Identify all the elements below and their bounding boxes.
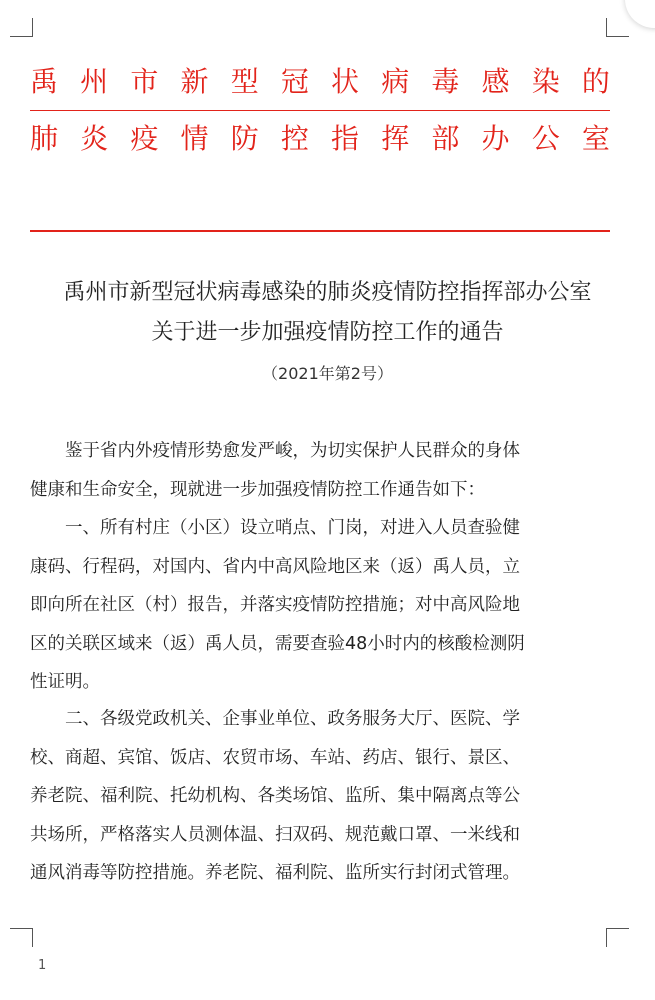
body-line: 性证明。 xyxy=(30,672,100,692)
org-char: 市 xyxy=(130,65,159,98)
crop-mark-top-right xyxy=(606,18,629,37)
body-line: 养老院、福利院、托幼机构、各类场馆、监所、集中隔离点等公 xyxy=(30,786,520,806)
org-char: 疫 xyxy=(130,122,159,155)
org-char: 病 xyxy=(381,65,410,98)
page-number: 1 xyxy=(38,958,47,973)
document-title-line-2: 关于进一步加强疫情防控工作的通告 xyxy=(151,320,504,345)
org-char: 室 xyxy=(581,122,610,155)
body-line: 即向所在社区（村）报告，并落实疫情防控措施；对中高风险地 xyxy=(30,595,520,615)
org-char: 感 xyxy=(481,65,510,98)
org-char: 禹 xyxy=(30,65,59,98)
org-char: 冠 xyxy=(280,65,309,98)
org-char: 公 xyxy=(531,122,560,155)
document-title-line-1: 禹州市新型冠状病毒感染的肺炎疫情防控指挥部办公室 xyxy=(63,280,592,305)
org-char: 染 xyxy=(531,65,560,98)
org-char: 新 xyxy=(180,65,209,98)
org-header-line-1 xyxy=(30,64,610,100)
body-line: 鉴于省内外疫情形势愈发严峻，为切实保护人民群众的身体 xyxy=(30,441,520,461)
org-char: 防 xyxy=(230,122,259,155)
body-line: 通风消毒等防控措施。养老院、福利院、监所实行封闭式管理。 xyxy=(30,863,520,883)
org-char: 控 xyxy=(280,122,309,155)
body-paragraphs xyxy=(30,432,615,702)
org-char: 状 xyxy=(331,65,360,98)
header-divider-red xyxy=(30,230,610,232)
org-char: 州 xyxy=(80,65,109,98)
org-header-line-2 xyxy=(30,121,610,157)
body-line: 区的关联区域来（返）禹人员，需要查验48小时内的核酸检测阴 xyxy=(30,633,525,654)
crop-mark-top-left xyxy=(10,18,33,37)
org-char: 指 xyxy=(331,122,360,155)
org-char: 部 xyxy=(431,122,460,155)
floating-button[interactable] xyxy=(625,0,655,28)
body-line: 健康和生命安全，现就进一步加强疫情防控工作通告如下： xyxy=(30,479,485,500)
body-paragraph-2 xyxy=(30,700,615,893)
org-char: 的 xyxy=(581,65,610,98)
body-line: 校、商超、宾馆、饭店、农贸市场、车站、药店、银行、景区、 xyxy=(30,747,520,768)
org-char: 情 xyxy=(180,122,209,155)
org-char: 挥 xyxy=(381,122,410,155)
body-line: 一、所有村庄（小区）设立哨点、门岗，对进入人员查验健 xyxy=(30,518,520,538)
header-divider-thin xyxy=(30,110,610,111)
body-line: 二、各级党政机关、企事业单位、政务服务大厅、医院、学 xyxy=(30,709,520,729)
body-line: 康码、行程码，对国内、省内中高风险地区来（返）禹人员，立 xyxy=(30,556,520,577)
org-char: 炎 xyxy=(80,122,109,155)
crop-mark-bottom-right xyxy=(606,928,629,947)
crop-mark-bottom-left xyxy=(10,928,33,947)
org-char: 毒 xyxy=(431,65,460,98)
org-char: 肺 xyxy=(30,122,59,155)
body-line: 共场所，严格落实人员测体温、扫双码、规范戴口罩、一米线和 xyxy=(30,824,520,845)
org-char: 办 xyxy=(481,122,510,155)
org-char: 型 xyxy=(230,65,259,98)
document-number: （2021年第2号） xyxy=(262,364,393,383)
